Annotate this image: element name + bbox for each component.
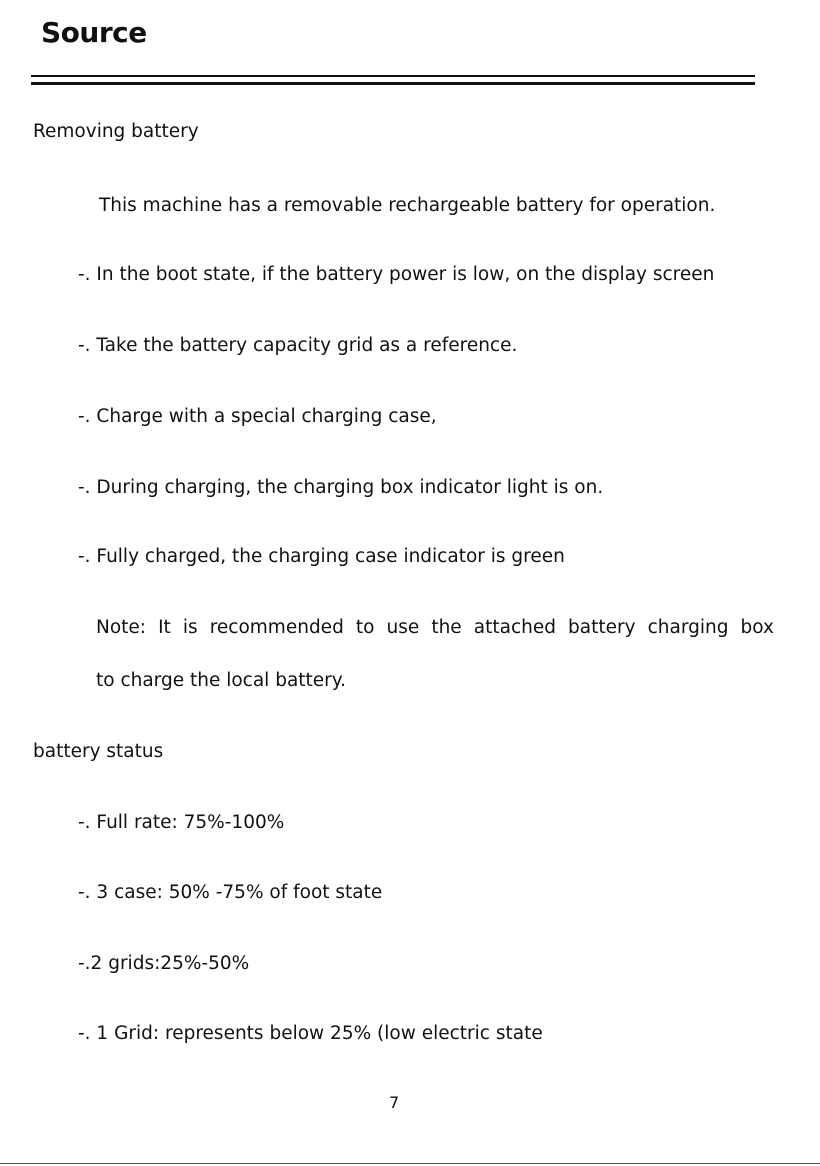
section-heading-removing-battery: Removing battery [33,121,199,142]
status-3-case: -. 3 case: 50% -75% of foot state [78,882,383,903]
status-1-grid: -. 1 Grid: represents below 25% (low electric state [78,1023,543,1044]
page-number: 7 [389,1093,400,1112]
title-rule-thin [31,75,755,77]
section-heading-battery-status: battery status [33,741,164,762]
bullet-boot-state: -. In the boot state, if the battery power is low, on the display screen [78,264,715,285]
page-title: Source [41,16,147,49]
intro-paragraph: This machine has a removable rechargeable battery for operation. [99,195,716,216]
bullet-during-charging: -. During charging, the charging box indicator light is on. [78,477,604,498]
note-line-1: Note: It is recommended to use the attached battery charging box [96,617,774,638]
bullet-capacity-grid: -. Take the battery capacity grid as a reference. [78,335,518,356]
status-full-rate: -. Full rate: 75%-100% [78,812,285,833]
status-2-grids: -.2 grids:25%-50% [78,953,250,974]
page-bottom-rule [0,1163,820,1164]
note-line-2: to charge the local battery. [96,670,346,691]
bullet-fully-charged: -. Fully charged, the charging case indicator is green [78,546,565,567]
bullet-charge-case: -. Charge with a special charging case, [78,406,437,427]
title-rule-thick [31,82,755,85]
